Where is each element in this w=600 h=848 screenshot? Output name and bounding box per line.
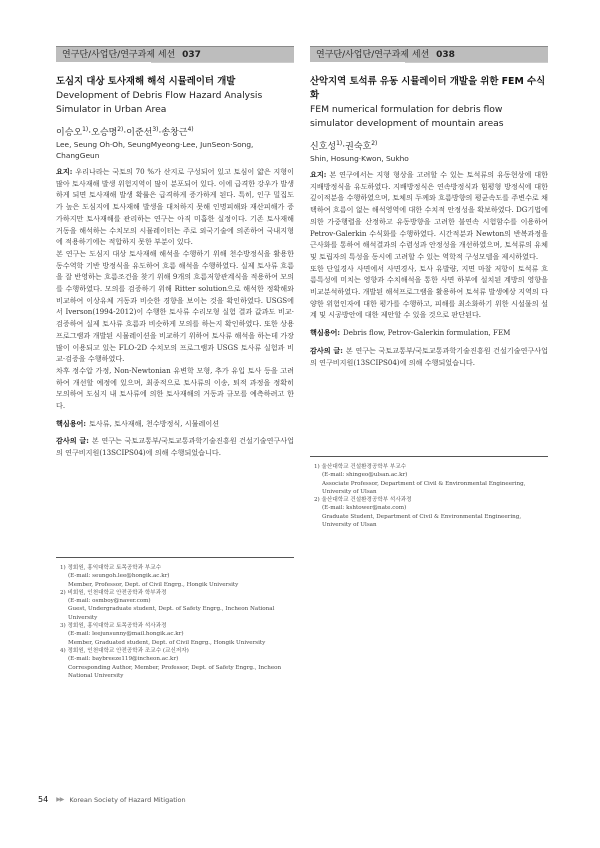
page-number: 54: [38, 795, 49, 804]
abstract-label: 요지:: [310, 170, 327, 179]
acknowledgement: 감사의 글: 본 연구는 국토교통부/국토교통과학기술진흥원 건설기술연구사업의 연구비지원(13SCIPS04)에 의해 수행되었습니다.: [310, 345, 549, 367]
article-title-en: Development of Debris Flow Hazard Analysis Simulator in Urban Area: [56, 90, 263, 115]
ack-label: 감사의 글:: [56, 436, 89, 446]
article-title-ko: 도심지 대상 토사재해 해석 시뮬레이터 개발: [56, 76, 236, 87]
acknowledgement: 감사의 글: 본 연구는 국토교통부/국토교통과학기술진흥원 건설기술연구사업의 연구비지원(13SCIPS04)에 의해 수행되었습니다.: [56, 436, 295, 458]
abstract: [310, 169, 548, 321]
footnote: 4) 정회원, 인천대학교 안전공학과 조교수 (교신저자) (E-mail: baybreeze119@incheon.ac.kr) Corresponding Author, Member, Professor, Dept. of Safety Engrg., Incheon National University: [60, 647, 282, 679]
section-header: [310, 46, 548, 62]
keywords: 핵심용어: Debris flow, Petrov-Galerkin formulation, FEM: [310, 328, 511, 338]
authors-ko: 이승오$^{1)}$·오승명$^{2)}$·이준선$^{3)}$·송창근$^{4)}$: [56, 126, 194, 138]
keywords: 핵심용어: 토사류, 토사재해, 천수방정식, 시뮬레이션: [56, 418, 220, 428]
footnotes-left: [56, 557, 294, 680]
left-article: [56, 46, 294, 459]
footnote: 2) 비회원, 인천대학교 안전공학과 학부과정 (E-mail: osmboy@naver.com) Guest, Undergraduate student, Dept. of Safety Engrg., Incheon National University: [60, 589, 275, 621]
footnote: 2) 울산대학교 건설환경공학부 석사과정 (E-mail: kshtower@nate.com) Graduate Student, Department of Civil & Environmental Engineering, University of Ulsan: [314, 497, 522, 529]
abstract-paragraph: 요지: 우리나라는 국토의 70 %가 산지로 구성되어 있고 토심이 얇은 지형이 많아 토사재해 발생 위험지역이 많이 분포되어 있다. 이에 급격한 강우가 발생하게 되면 토사재해 발생 확률은 급격하게 증가하게 된다. 특히, 인구 밀집도가 높은 도심지에 토사재해 발생을 대처하지 못해 인명피해와 재산피해가 증가하지만 토사재해를 관리하는 연구는 아직 미흡한 실정이다. 기존 토사재해 거동을 해석하는 수치모의 시뮬레이터는 주로 외국기술에 의존하여 국내지형에 적용하기에는 적합하지 못한 부분이 있다.: [56, 167, 294, 247]
journal-name: Korean Society of Hazard Mitigation: [69, 795, 186, 804]
arrow-icon: ▶▶: [56, 796, 64, 803]
section-code: 038: [436, 50, 455, 60]
keywords-label: 핵심용어:: [56, 418, 87, 428]
footnote: 1) 정회원, 홍익대학교 토목공학과 부교수 (E-mail: seungoh.lee@hongik.ac.kr) Member, Professor, Dept. of Civil Engrg., Hongik University: [60, 565, 239, 588]
abstract-paragraph: 요지: 본 연구에서는 지형 형상을 고려할 수 있는 토석류의 유동현상에 대한 지배방정식을 유도하였다. 지배방정식은 연속방정식과 힘평형 방정식에 대한 깊이적분을 수행하였으며, 토체의 두께와 흐름방향의 평균속도를 주변수로 채택하여 흐름이 없는 해석영역에 대한 수치적 안정성을 확보하였다. DG기법에 의한 가중행렬을 산정하고 유동방향을 고려한 불연속 시험함수를 이용하여 Petrov-Galerkin 수식화를 수행하였다. 시간적분과 Newton의 반복과정을 근사화를 통하여 해석결과의 수렴성과 안정성을 개선하였으며, 토석류의 유체 및 토립자의 특성을 동시에 고려할 수 있는 역학적 구성모델을 제시하였다.: [310, 170, 548, 261]
abstract-paragraph: 차후 정수압 가정, Non-Newtonian 유변학 모형, 추가 유입 토사 등을 고려하여 개선할 예정에 있으며, 최종적으로 토사류의 이송, 퇴적 과정을 정확히 모의하여 도심지 내 토사류에 의한 토사재해의 거동과 규모를 예측하려고 한다.: [56, 365, 294, 411]
abstract-paragraph: 또한 단일경사 사면에서 사면경사, 토사 유발량, 지면 마찰 저항이 토석류 흐름특성에 미치는 영향과 수치해석을 통한 사면 하부에 설치된 계방의 영향을 비교분석하였다. 개발된 해석프로그램을 활용하여 토석류 발생예상 지역의 다양한 위험인자에 대한 평가를 수행하고, 피해를 최소화하기 위한 시설물의 설계 및 시공방안에 대한 제안할 수 있을 것으로 판단된다.: [310, 263, 548, 320]
keywords-label: 핵심용어:: [310, 328, 341, 338]
right-article: [310, 46, 548, 368]
footnotes-right: [310, 456, 548, 529]
page-footer: [38, 795, 186, 804]
section-label: 연구단/사업단/연구과제 세션: [62, 50, 176, 60]
abstract: [56, 166, 294, 412]
footnote: 1) 울산대학교 건설환경공학부 부교수 (E-mail: shingeo@ulsan.ac.kr) Associate Professor, Department of Civil & Environmental Engineering, University of Ulsan: [314, 464, 526, 495]
authors-ko: 신호성$^{1)}$·권숙호$^{2)}$: [310, 140, 378, 152]
section-header: [56, 46, 294, 62]
abstract-paragraph: 본 연구는 도심지 대상 토사재해 해석을 수행하기 위해 천수방정식을 활용한 동수역학 기반 방정식을 유도하여 흐름 해석을 수행하였다. 실제 토사류 흐름을 잘 반영하는 흐름조건을 찾기 위해 9개의 흐름저항관계식을 적용하여 모의를 수행하였다. 모의를 검증하기 위해 Ritter solution으로 해석한 정확해와 비교하여 이상유체 거동과 비슷한 경향을 보이는 것을 확인하였다. USGS에서 Iverson(1994-2012)이 수행한 토사류 수리모형 실험 결과 값과도 비교·검증하여 실제 토사류 흐름과 비슷하게 모의를 하는지 확인하였다. 또한 상용 프로그램과 개발된 시뮬레이션을 비교하기 위하여 토사류 해석을 하는데 가장 많이 이용되고 있는 FLO-2D 수치모의 프로그램과 USGS 토사류 실험과 비교·검증을 수행하였다.: [56, 248, 294, 364]
section-code: 037: [182, 50, 201, 60]
authors-en: Lee, Seung Oh·Oh, SeungMyeong·Lee, JunSeon·Song, ChangGeun: [56, 140, 254, 160]
article-title-ko: 산악지역 토석류 유동 시뮬레이터 개발을 위한 FEM 수식화: [310, 76, 546, 101]
ack-label: 감사의 글:: [310, 345, 343, 355]
footnote: 3) 정회원, 홍익대학교 토목공학과 석사과정 (E-mail: leejunsunny@mail.hongik.ac.kr) Member, Graduated student, Dept. of Civil Engrg., Hongik University: [60, 623, 266, 646]
abstract-label: 요지:: [56, 167, 73, 176]
section-label: 연구단/사업단/연구과제 세션: [316, 50, 430, 60]
authors-en: Shin, Hosung·Kwon, Sukho: [310, 154, 409, 163]
article-title-en: FEM numerical formulation for debris flow simulator development of mountain areas: [310, 104, 504, 129]
